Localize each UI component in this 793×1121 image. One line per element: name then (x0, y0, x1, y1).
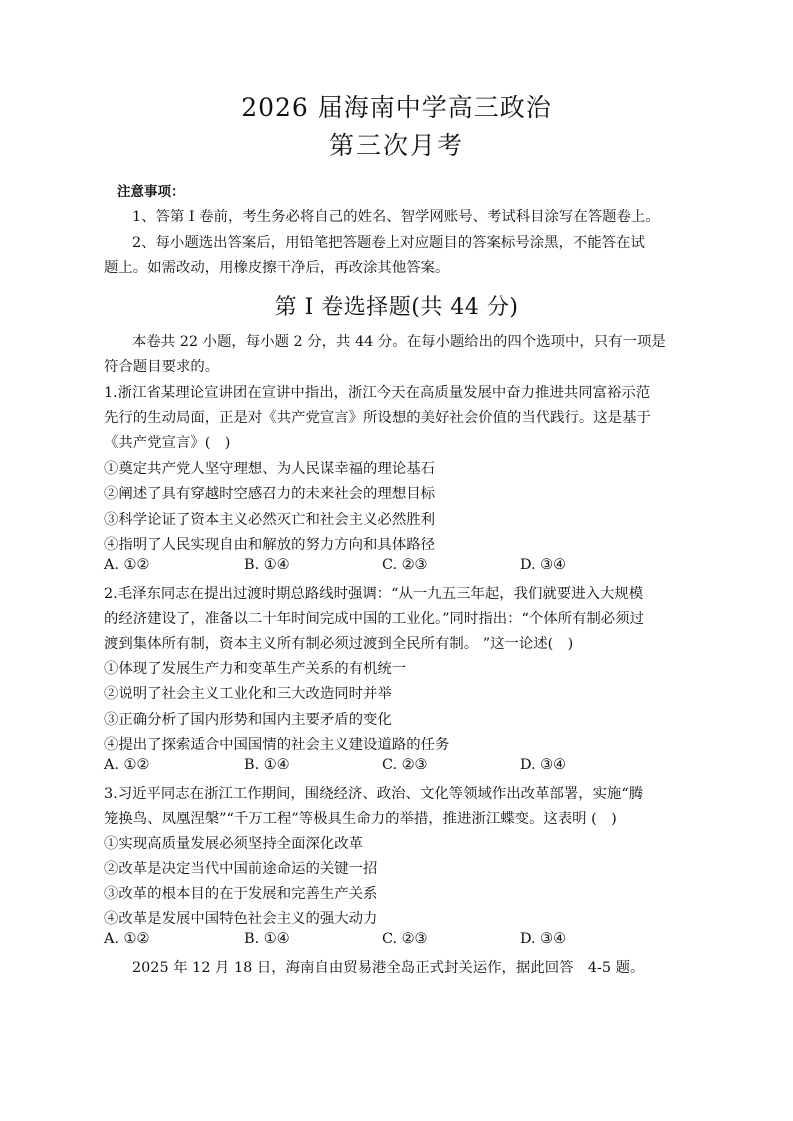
question-item: ③改革的根本目的在于发展和完善生产关系 (104, 886, 378, 902)
question-item: ④指明了人民实现自由和解放的努力方向和具体路径 (104, 537, 435, 553)
question-item: ③正确分析了国内形势和国内主要矛盾的变化 (104, 712, 392, 728)
option-b: B. ①④ (244, 931, 290, 947)
option-c: C. ②③ (382, 757, 428, 773)
option-d: D. ③④ (520, 757, 566, 773)
question-stem: 2.毛泽东同志在提出过渡时期总路线时强调：“从一九五三年起，我们就要进入大规模 (104, 586, 644, 602)
option-d: D. ③④ (520, 557, 566, 573)
question-item: ④提出了探索适合中国国情的社会主义建设道路的任务 (104, 737, 450, 753)
question-group-intro: 2025 年 12 月 18 日，海南自由贸易港全岛正式封关运作，据此回答 4-5 题。 (132, 960, 645, 976)
question-item: ①体现了发展生产力和变革生产关系的有机统一 (104, 661, 407, 677)
option-d: D. ③④ (520, 931, 566, 947)
option-b: B. ①④ (244, 757, 290, 773)
section-intro-cont: 符合题目要求的。 (104, 359, 220, 375)
question-stem: 笼换鸟、凤凰涅槃”“千万工程”等极具生命力的举措，推进浙江蝶变。这表明 ( ) (104, 811, 617, 827)
option-a: A. ①② (104, 931, 150, 947)
option-b: B. ①④ (244, 557, 290, 573)
question-item: ②改革是决定当代中国前途命运的关键一招 (104, 861, 378, 877)
option-c: C. ②③ (382, 557, 428, 573)
question-stem: 渡到集体所有制，资本主义所有制必须过渡到全民所有制。 ”这一论述( ) (104, 636, 574, 652)
question-stem: 1.浙江省某理论宣讲团在宣讲中指出，浙江今天在高质量发展中奋力推进共同富裕示范 (104, 385, 651, 401)
exam-title: 2026 届海南中学高三政治 (241, 93, 552, 122)
question-item: ③科学论证了资本主义必然灭亡和社会主义必然胜利 (104, 512, 435, 528)
option-c: C. ②③ (382, 931, 428, 947)
question-item: ①奠定共产党人坚守理想、为人民谋幸福的理论基石 (104, 461, 435, 477)
section-heading: 第 I 卷选择题(共 44 分) (274, 295, 519, 320)
notice-item-2-cont: 题上。如需改动，用橡皮擦干净后，再改涂其他答案。 (104, 260, 450, 276)
exam-subtitle: 第三次月考 (328, 131, 464, 160)
notice-item-2: 2、每小题选出答案后，用铅笔把答题卷上对应题目的答案标号涂黑，不能答在试 (132, 235, 645, 251)
notice-item-1: 1、答第 I 卷前，考生务必将自己的姓名、智学网账号、考试科目涂写在答题卷上。 (132, 209, 660, 225)
question-item: ②说明了社会主义工业化和三大改造同时并举 (104, 686, 392, 702)
question-stem: 3.习近平同志在浙江工作期间，围绕经济、政治、文化等领域作出改革部署，实施“腾 (104, 786, 644, 802)
question-item: ①实现高质量发展必须坚持全面深化改革 (104, 836, 364, 852)
notice-heading: 注意事项： (117, 184, 185, 200)
question-stem: 先行的生动局面，正是对《共产党宣言》所设想的美好社会价值的当代践行。这是基于 (104, 410, 651, 426)
question-stem: 《共产党宣言》( ) (104, 435, 231, 451)
question-item: ②阐述了具有穿越时空感召力的未来社会的理想目标 (104, 486, 435, 502)
question-item: ④改革是发展中国特色社会主义的强大动力 (104, 911, 378, 927)
option-a: A. ①② (104, 757, 150, 773)
option-a: A. ①② (104, 557, 150, 573)
section-intro: 本卷共 22 小题，每小题 2 分，共 44 分。在每小题给出的四个选项中，只有一项是 (132, 334, 666, 350)
question-stem: 的经济建设了，准备以二十年时间完成中国的工业化。”同时指出：“个体所有制必须过 (104, 611, 644, 627)
